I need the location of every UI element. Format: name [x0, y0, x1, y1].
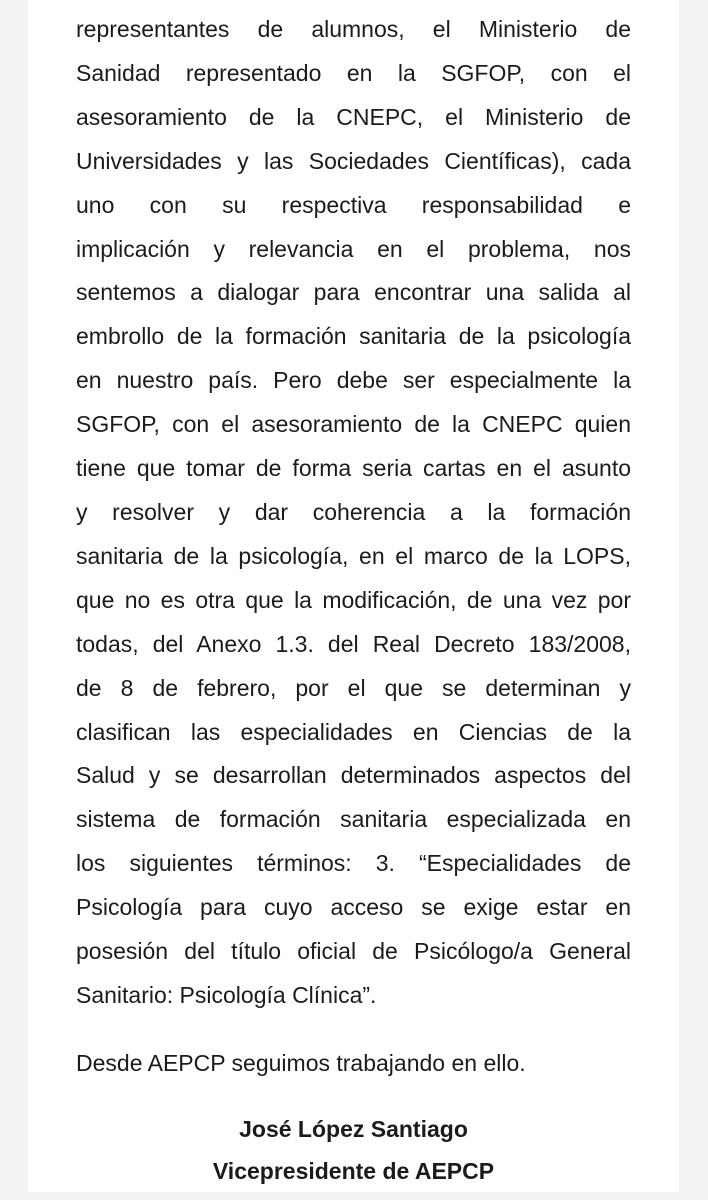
paragraph-line: SGFOP, con el asesoramiento de la CNEPC quien: [76, 411, 631, 438]
paragraph-line: sentemos a dialogar para encontrar una salida al: [76, 279, 631, 306]
signatory-title: Vicepresidente de AEPCP: [212, 1158, 495, 1184]
paragraph-line: Psicología para cuyo acceso se exige estar en: [76, 894, 631, 921]
paragraph-line: Salud y se desarrollan determinados aspectos del: [76, 762, 631, 789]
closing-sentence: Desde AEPCP seguimos trabajando en ello.: [76, 1050, 526, 1076]
paragraph-line: representantes de alumnos, el Ministerio de: [76, 16, 631, 42]
paragraph-line: Sanitario: Psicología Clínica”.: [76, 981, 377, 1008]
paragraph-line: los siguientes términos: 3. “Especialidades de: [76, 850, 631, 877]
paragraph-line: uno con su respectiva responsabilidad e: [76, 191, 631, 218]
paragraph-line: todas, del Anexo 1.3. del Real Decreto 183/2008,: [76, 630, 631, 657]
paragraph-line: que no es otra que la modificación, de una vez por: [76, 586, 631, 613]
paragraph-line: y resolver y dar coherencia a la formación: [76, 498, 631, 525]
paragraph-line: embrollo de la formación sanitaria de la psicología: [76, 323, 631, 350]
paragraph-line: en nuestro país. Pero debe ser especialmente la: [76, 367, 631, 394]
paragraph-line: asesoramiento de la CNEPC, el Ministerio de: [76, 103, 631, 130]
paragraph-line: tiene que tomar de forma seria cartas en el asunto: [76, 455, 631, 482]
paragraph-line: Sanidad representado en la SGFOP, con el: [76, 59, 631, 86]
paragraph-line: sistema de formación sanitaria especializada en: [76, 806, 631, 833]
paragraph-line: implicación y relevancia en el problema, nos: [76, 235, 631, 262]
paragraph-line: posesión del título oficial de Psicólogo/a General: [76, 938, 631, 965]
signature-block: [28, 1108, 679, 1192]
signatory-name: José López Santiago: [239, 1116, 468, 1142]
paragraph-line: clasifican las especialidades en Ciencias de la: [76, 718, 631, 745]
paragraph-line: sanitaria de la psicología, en el marco de la LOPS,: [76, 542, 631, 569]
document-page: [28, 0, 679, 1192]
paragraph-line: Universidades y las Sociedades Científicas), cada: [76, 147, 631, 174]
paragraph-line: de 8 de febrero, por el que se determinan y: [76, 674, 631, 701]
letter-paragraph: [76, 8, 631, 1018]
